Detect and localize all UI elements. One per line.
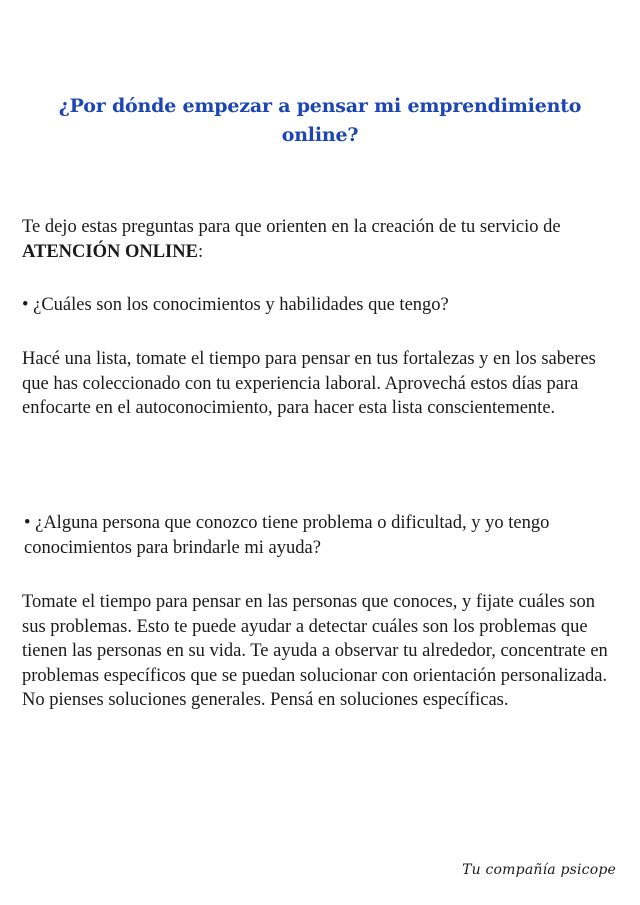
answer-one: Hacé una lista, tomate el tiempo para pensar en tus fortalezas y en los saberes que has coleccionado con tu experiencia laboral. Aprovechá estos días para enfocarte en el autoconocimiento, para hacer esta lista conscientemente. bbox=[22, 349, 596, 418]
question-two: • ¿Alguna persona que conozco tiene problema o dificultad, y yo tengo conocimientos para brindarle mi ayuda? bbox=[24, 513, 550, 558]
question-one: • ¿Cuáles son los conocimientos y habilidades que tengo? bbox=[22, 295, 449, 315]
intro-suffix: : bbox=[197, 241, 204, 262]
intro-text: Te dejo estas preguntas para que orienten en la creación de tu servicio de bbox=[22, 217, 561, 237]
intro-emphasis: ATENCIÓN ONLINE bbox=[22, 241, 198, 262]
page-title: ¿Por dónde empezar a pensar mi emprendimiento online? bbox=[58, 95, 582, 146]
answer-two: Tomate el tiempo para pensar en las personas que conoces, y fijate cuáles son sus problemas. Esto te puede ayudar a detectar cuáles son los problemas que tienen las personas en su vida. Te ayuda a observar tu alrededor, concentrate en problemas específicos que se puedan solucionar con orientación personalizada. No pienses soluciones generales. Pensá en soluciones específicas. bbox=[22, 592, 608, 710]
signature: Tu compañía psicope bbox=[462, 862, 616, 878]
intro-paragraph bbox=[22, 215, 622, 264]
